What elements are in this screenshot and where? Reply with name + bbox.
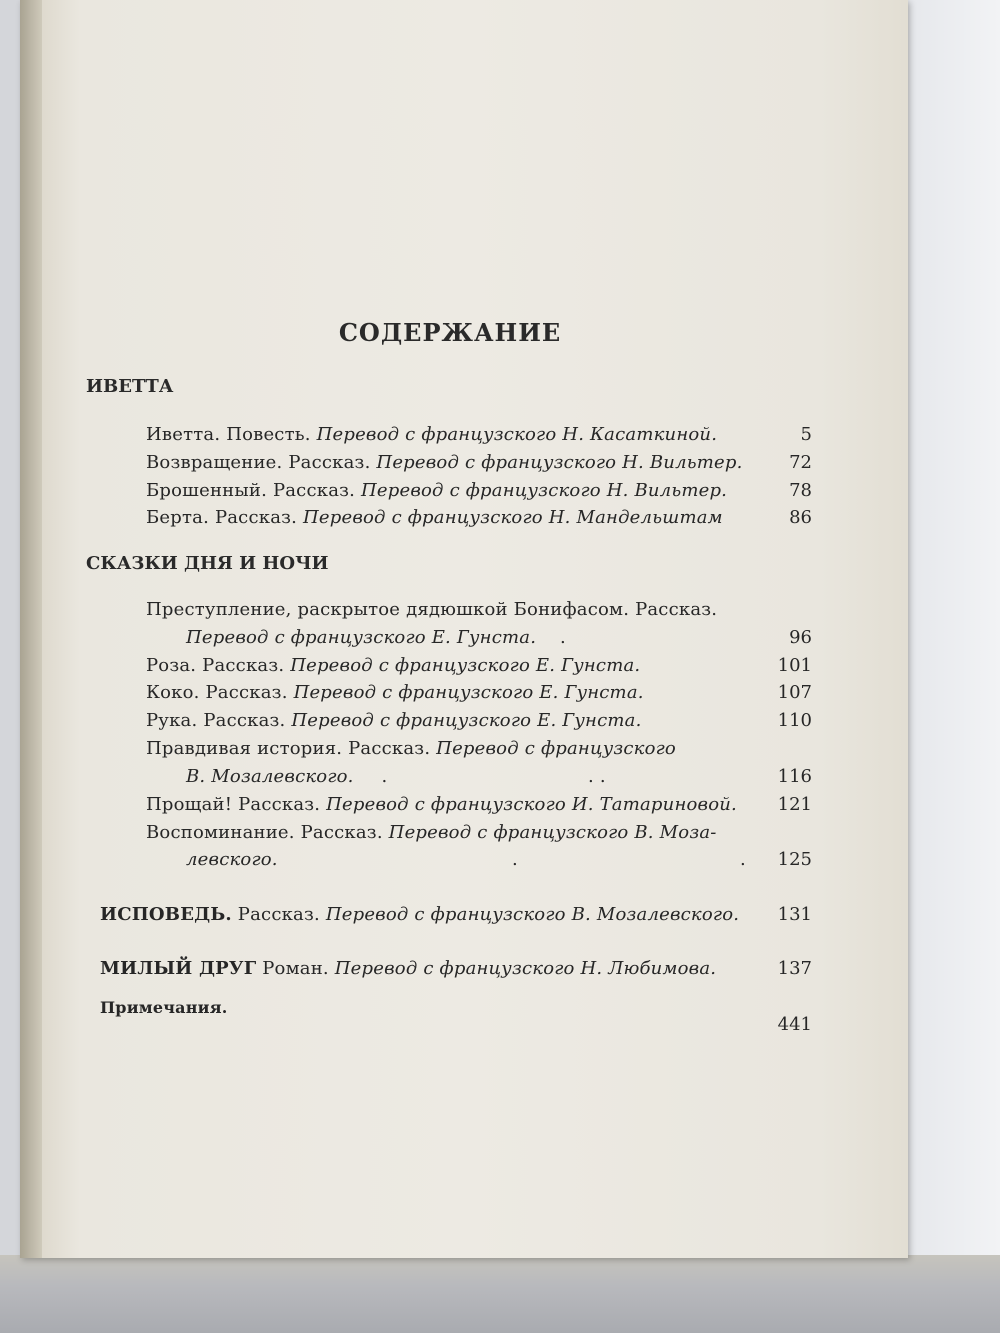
entry-translation: Перевод с французского Н. Касаткиной.	[316, 424, 718, 445]
entry-page: 116	[777, 766, 812, 787]
section-heading-ivetta: ИВЕТТА	[86, 376, 174, 397]
section-heading-tales: СКАЗКИ ДНЯ И НОЧИ	[86, 553, 329, 574]
toc-entry	[0, 424, 1000, 452]
entry-kind: Рассказ.	[635, 599, 718, 620]
toc-entry-line2: В. Мозалевского. . . . 116	[186, 766, 812, 787]
entry-translation-cont: В. Мозалевского.	[186, 766, 354, 787]
entry-title: ИСПОВЕДЬ.	[100, 904, 232, 925]
entry-translation: Перевод с французского И. Татариновой.	[326, 794, 737, 815]
entry-kind: Рассказ.	[203, 710, 286, 731]
entry-kind: Рассказ.	[348, 738, 431, 759]
entry-kind: Повесть.	[226, 424, 311, 445]
entry-page: 78	[789, 480, 812, 501]
toc-entry-line2: левского. . . 125	[186, 849, 812, 870]
toc-entry	[0, 710, 1000, 738]
entry-title: Коко.	[146, 682, 200, 703]
entry-kind: Рассказ.	[288, 452, 371, 473]
toc-entry-line1	[0, 738, 1000, 766]
toc-entry	[0, 682, 1000, 710]
entry-title: Роза.	[146, 655, 197, 676]
entry-title: Прощай!	[146, 794, 233, 815]
entry-translation: Перевод с французского Н. Вильтер.	[361, 480, 728, 501]
entry-translation: Перевод с французского В. Моза-	[388, 822, 717, 843]
entry-title: Преступление, раскрытое дядюшкой Бонифасом.	[146, 599, 630, 620]
entry-page: 131	[777, 904, 812, 925]
entry-kind: Рассказ.	[214, 507, 298, 528]
entry-title: Воспоминание.	[146, 822, 295, 843]
toc-entry	[0, 655, 1000, 683]
entry-page: 101	[777, 655, 812, 676]
entry-title: Иветта.	[146, 424, 221, 445]
entry-page: 86	[789, 507, 812, 528]
entry-translation-cont: левского.	[186, 849, 278, 870]
entry-kind: Рассказ.	[238, 794, 321, 815]
toc-entry-notes-page	[0, 1014, 1000, 1042]
page-title: СОДЕРЖАНИЕ	[338, 318, 562, 347]
entry-translation: Перевод с французского Н. Мандельштам	[303, 507, 723, 528]
entry-translation: Перевод с французского Н. Любимова.	[334, 958, 717, 979]
entry-translation: Перевод с французского Е. Гунста.	[290, 655, 641, 676]
entry-title: Берта.	[146, 507, 210, 528]
entry-kind: Рассказ.	[272, 480, 356, 501]
entry-title: Брошенный.	[146, 480, 268, 501]
entry-page: 125	[777, 849, 812, 870]
entry-translation: Перевод с французского Е. Гунста.	[186, 627, 537, 648]
entry-title: МИЛЫЙ ДРУГ	[100, 958, 257, 979]
entry-kind: Рассказ.	[237, 904, 320, 925]
entry-title: Примечания.	[100, 998, 228, 1017]
entry-kind: Рассказ.	[202, 655, 285, 676]
entry-page: 96	[789, 627, 812, 648]
entry-page: 110	[777, 710, 812, 731]
entry-page: 5	[800, 424, 812, 445]
toc-entry	[0, 452, 1000, 480]
entry-page: 107	[777, 682, 812, 703]
entry-kind: Рассказ.	[300, 822, 383, 843]
entry-title: Рука.	[146, 710, 198, 731]
toc-entry	[0, 507, 1000, 535]
toc-entry	[0, 794, 1000, 822]
entry-translation: Перевод с французского	[436, 738, 676, 759]
entry-title: Правдивая история.	[146, 738, 343, 759]
entry-translation: Перевод с французского В. Мозалевского.	[325, 904, 740, 925]
toc-entry	[0, 480, 1000, 508]
entry-page: 121	[777, 794, 812, 815]
entry-translation: Перевод с французского Е. Гунста.	[291, 710, 642, 731]
toc-entry-standalone	[0, 904, 1000, 932]
toc-entry-line2: Перевод с французского Е. Гунста. . 96	[186, 627, 812, 648]
toc-entry-line1	[0, 822, 1000, 850]
entry-kind: Рассказ.	[205, 682, 288, 703]
entry-page: 441	[777, 1014, 812, 1035]
entry-page: 72	[789, 452, 812, 473]
entry-translation: Перевод с французского Н. Вильтер.	[376, 452, 743, 473]
entry-page: 137	[777, 958, 812, 979]
entry-kind: Роман.	[262, 958, 329, 979]
toc-entry-standalone	[0, 958, 1000, 986]
entry-translation: Перевод с французского Е. Гунста.	[293, 682, 644, 703]
entry-title: Возвращение.	[146, 452, 283, 473]
toc-entry-line1	[0, 599, 1000, 627]
